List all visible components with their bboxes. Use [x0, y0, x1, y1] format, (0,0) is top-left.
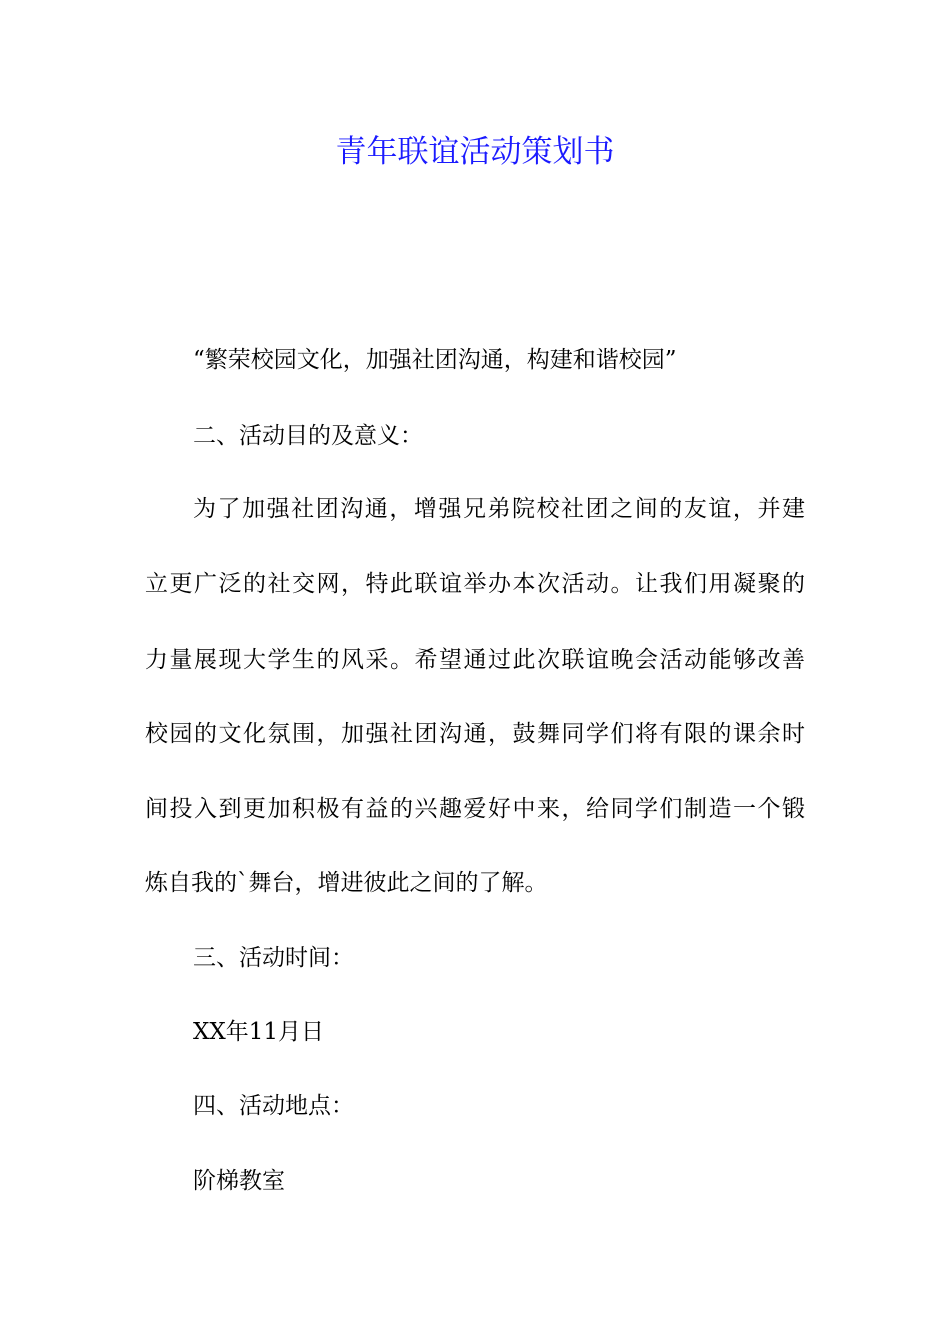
paragraph-line: 力量展现大学生的风采。希望通过此次联谊晚会活动能够改善 — [145, 647, 805, 673]
section2-heading: 二、活动目的及意义： — [193, 423, 423, 449]
paragraph-line: 立更广泛的社交网，特此联谊举办本次活动。让我们用凝聚的 — [145, 571, 805, 597]
section3-value: XX年11月日 — [193, 1019, 325, 1045]
paragraph-line: 炼自我的`舞台，增进彼此之间的了解。 — [145, 870, 548, 896]
page-title: 青年联谊活动策划书 — [335, 134, 615, 170]
paragraph-line: 为了加强社团沟通，增强兄弟院校社团之间的友谊，并建 — [193, 496, 805, 522]
paragraph-line: 校园的文化氛围，加强社团沟通，鼓舞同学们将有限的课余时 — [145, 721, 805, 747]
section3-heading: 三、活动时间： — [193, 945, 354, 971]
paragraph-line: 间投入到更加积极有益的兴趣爱好中来，给同学们制造一个锻 — [145, 796, 805, 822]
slogan: “繁荣校园文化，加强社团沟通，构建和谐校园” — [193, 347, 677, 373]
section4-value: 阶梯教室 — [193, 1168, 285, 1194]
section4-heading: 四、活动地点： — [193, 1093, 354, 1119]
